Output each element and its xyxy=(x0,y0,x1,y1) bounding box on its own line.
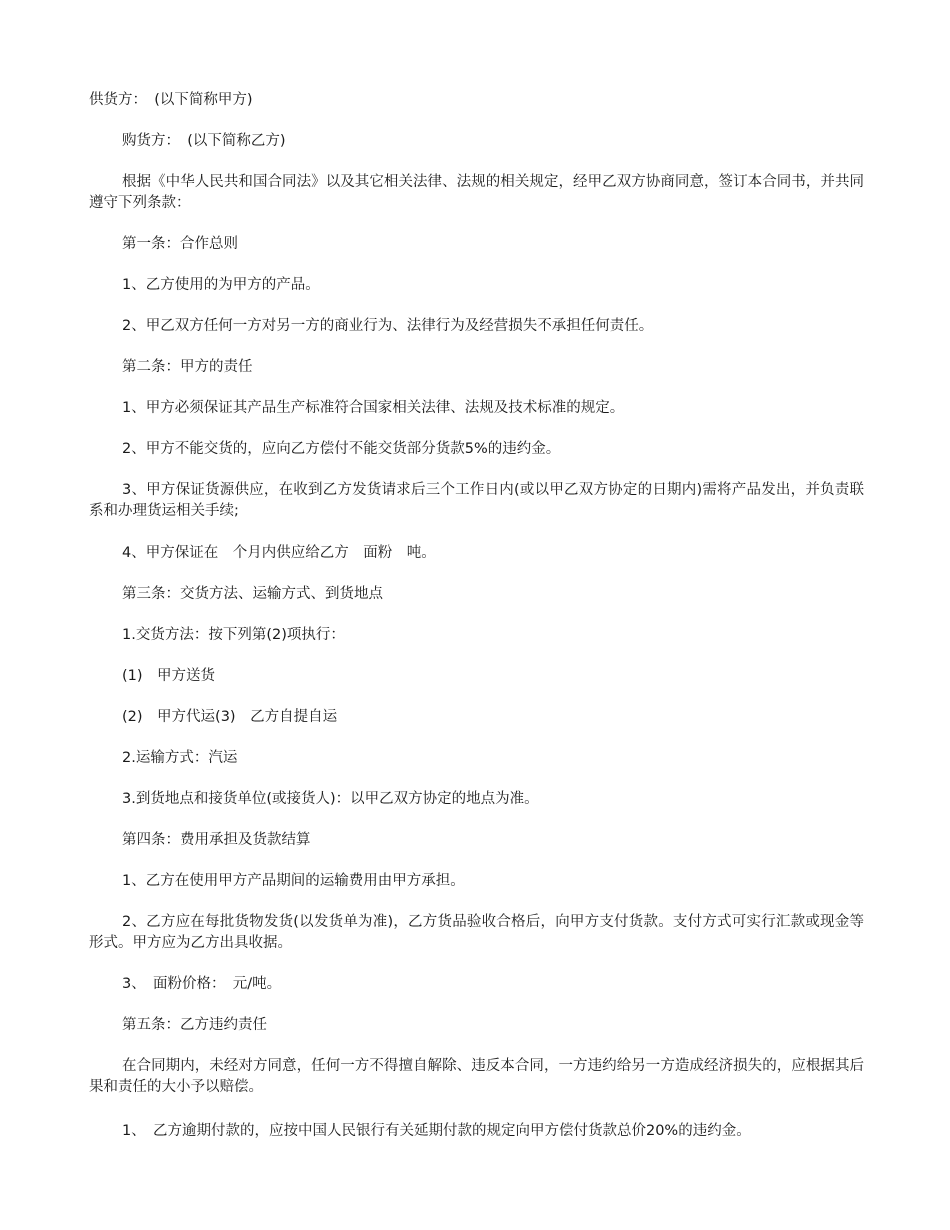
article-1-clause-1: 1、乙方使用的为甲方的产品。 xyxy=(122,277,320,293)
article-3-option-1: (1) 甲方送货 xyxy=(122,668,216,684)
article-2-clause-3: 3、甲方保证货源供应，在收到乙方发货请求后三个工作日内(或以甲乙双方协定的日期内)需将产品发出，并负责联系和办理货运相关手续; xyxy=(89,482,864,519)
paragraph-preamble: 根据《中华人民共和国合同法》以及其它相关法律、法规的相关规定，经甲乙双方协商同意，签订本合同书，并共同遵守下列条款： xyxy=(89,174,864,211)
article-4-clause-1: 1、乙方在使用甲方产品期间的运输费用由甲方承担。 xyxy=(122,873,465,889)
article-4-clause-3: 3、 面粉价格： 元/吨。 xyxy=(122,976,282,992)
article-5-intro: 在合同期内，未经对方同意，任何一方不得擅自解除、违反本合同，一方违约给另一方造成经济损失的，应根据其后果和责任的大小予以赔偿。 xyxy=(89,1058,864,1095)
article-1-clause-2: 2、甲乙双方任何一方对另一方的商业行为、法律行为及经营损失不承担任何责任。 xyxy=(122,318,654,334)
article-3-destination: 3.到货地点和接货单位(或接货人)：以甲乙双方协定的地点为准。 xyxy=(122,791,539,807)
article-2-heading: 第二条：甲方的责任 xyxy=(122,359,253,375)
article-1-heading: 第一条：合作总则 xyxy=(122,236,238,252)
article-3-transport: 2.运输方式：汽运 xyxy=(122,750,238,766)
article-2-clause-2: 2、甲方不能交货的，应向乙方偿付不能交货部分货款5%的违约金。 xyxy=(122,441,561,457)
article-4-clause-2: 2、乙方应在每批货物发货(以发货单为准)，乙方货品验收合格后，向甲方支付货款。支付方式可实行汇款或现金等形式。甲方应为乙方出具收据。 xyxy=(89,914,864,951)
article-5-clause-1: 1、 乙方逾期付款的，应按中国人民银行有关延期付款的规定向甲方偿付货款总价20%的违约金。 xyxy=(122,1123,751,1139)
article-5-heading: 第五条：乙方违约责任 xyxy=(122,1017,267,1033)
paragraph-buyer: 购货方： (以下简称乙方) xyxy=(122,133,286,149)
article-3-delivery-method: 1.交货方法：按下列第(2)项执行： xyxy=(122,627,345,643)
article-3-option-2-3: (2) 甲方代运(3) 乙方自提自运 xyxy=(122,709,338,725)
paragraph-supplier: 供货方： (以下简称甲方) xyxy=(89,92,253,108)
article-3-heading: 第三条：交货方法、运输方式、到货地点 xyxy=(122,586,383,602)
article-4-heading: 第四条：费用承担及货款结算 xyxy=(122,832,311,848)
article-2-clause-1: 1、甲方必须保证其产品生产标准符合国家相关法律、法规及技术标准的规定。 xyxy=(122,400,625,416)
article-2-clause-4: 4、甲方保证在 个月内供应给乙方 面粉 吨。 xyxy=(122,545,436,561)
